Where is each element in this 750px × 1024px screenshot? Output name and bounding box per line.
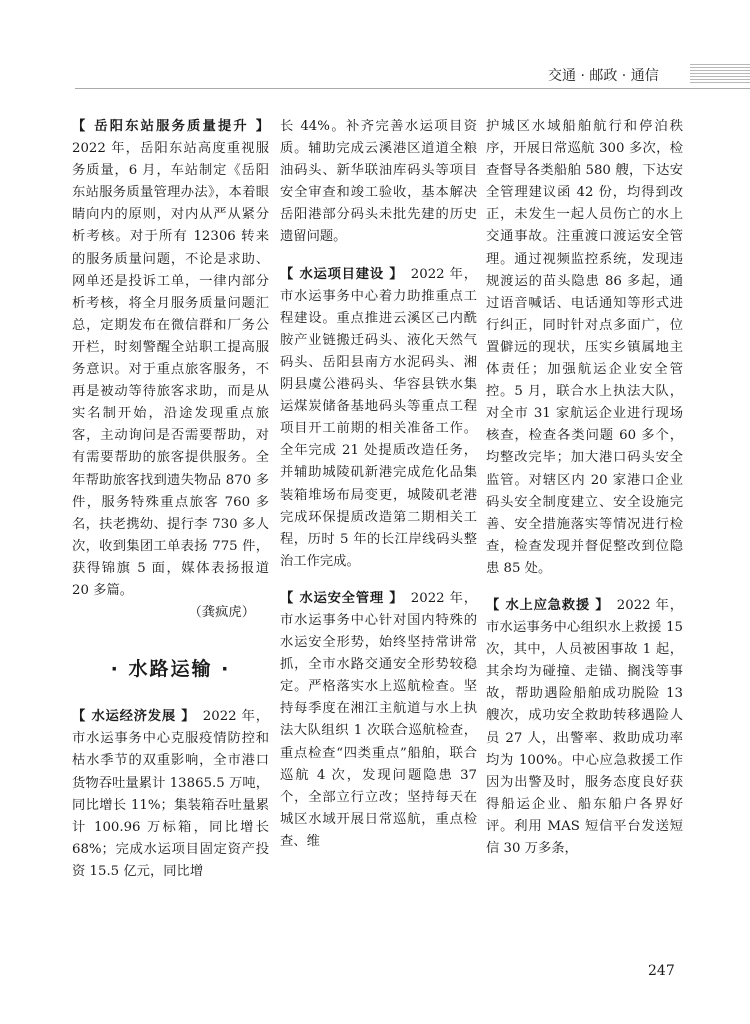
article-body: 2022 年，市水运事务中心组织水上救援 15 次，其中，人员被困事故 1 起，其余均为碰撞、走锚、搁浅等事故，帮助遇险船舶成功脱险 13 艘次，成功安全救助转移遇险人员 27 人，出警率、救助成功率均为 100%。中心应急救援工作因为出警及时，服务态度良好获得船运企业、船东船户各界好评。利用 MAS 短信平台发送短信 30 万多条， — [486, 597, 684, 856]
article-passenger-service — [72, 116, 269, 602]
article-body: 2022 年，岳阳东站高度重视服务质量，6 月，车站制定《岳阳东站服务质量管理办法》，本着眼睛向内的原则，对内从严从紧分析考核。对于所有 12306 转来的服务质量问题，不论是求助、网单还是投诉工单，一律内部分析考核，将全月服务质量问题汇总，定期发布在微信群和厂务公开栏，时刻警醒全站职工提高服务意识。对于重点旅客服务，不再是被动等待旅客求助，而是从实名制开始，沿途发现重点旅客，主动询问是否需要帮助，对有需要帮助的旅客提供服务。全年帮助旅客找到遗失物品 870 多件，服务特殊重点旅客 760 多名，扶老携幼、提行李 730 多人次，收到集团工单表扬 775 件，获得锦旗 5 面，媒体表扬报道 20 多篇。 — [72, 141, 269, 598]
article-economic-development — [72, 706, 269, 883]
article-heading: 【 岳阳东站服务质量提升 】 — [72, 119, 269, 134]
header-decoration — [690, 64, 750, 84]
article-heading: 【 水运安全管理 】 — [280, 590, 397, 606]
column-1 — [72, 116, 269, 883]
header-title: 交通 · 邮政 · 通信 — [548, 68, 659, 84]
article-continuation: 护城区水域船舶航行和停泊秩序，开展日常巡航 300 多次，检查督导各类船舶 580 艘，下达安全管理建议函 42 份，均得到改正，未发生一起人员伤亡的水上交通事故。注重渡口渡运安全管理。通过视频监控系统，发现违规渡运的苗头隐患 86 多起，通过语音喊话、电话通知等形式进行纠正，同时针对点多面广，位置僻远的现状，压实乡镇属地主体责任；加强航运企业安全管控。5 月，联合水上执法大队，对全市 31 家航运企业进行现场核查，检查各类问题 60 多个，均整改完毕；加大港口码头安全监管。对辖区内 20 家港口企业码头安全制度建立、安全设施完善、安全措施落实等情况进行检查，检查发现并督促整改到位隐患 85 处。 — [486, 119, 683, 576]
article-emergency-rescue — [486, 595, 683, 860]
article-body: 2022 年，市水运事务中心着力助推重点工程建设。重点推进云溪区己内酰胺产业链搬迁码头、液化天然气码头、岳阳县南方水泥码头、湘阴县虞公港码头、华容县铁水集运煤炭储备基地码头等重点工程项目开工前期的相关准备工作。全年完成 21 处提质改造任务，并辅助城陵矶新港完成危化品集装箱堆场布局变更，城陵矶老港完成环保提质改造第二期相关工程，历时 5 年的长江岸线码头整治工作完成。 — [280, 266, 478, 569]
article-continuation: 长 44%。补齐完善水运项目资质。辅助完成云溪港区道道全粮油码头、新华联油库码头等项目安全审查和竣工验收，基本解决岳阳港部分码头未批先建的历史遗留问题。 — [280, 119, 477, 245]
article-safety-management — [280, 588, 477, 853]
column-3 — [486, 116, 683, 860]
article-body: 2022 年，市水运事务中心针对国内特殊的水运安全形势，始终坚持常讲常抓，全市水路交通安全形势较稳定。严格落实水上巡航检查。坚持每季度在湘江主航道与水上执法大队组织 1 次联合巡航检查，重点检查“四类重点”船舶，联合巡航 4 次，发现问题隐患 37 个，全部立行立改；坚持每天在城区水域开展日常巡航，重点检查、维 — [280, 590, 478, 849]
column-2 — [280, 116, 477, 853]
section-title: · 水路运输 · — [110, 658, 231, 681]
article-heading: 【 水运项目建设 】 — [280, 266, 397, 282]
running-header — [0, 62, 750, 88]
article-project-construction — [280, 264, 477, 573]
article-heading: 【 水运经济发展 】 — [72, 709, 189, 725]
page-number: 247 — [648, 963, 675, 979]
header-rule — [75, 88, 750, 89]
article-author: （龚疯虎） — [188, 605, 255, 621]
article-body: 2022 年，市水运事务中心克服疫情防控和枯水季节的双重影响，全市港口货物吞吐量累计 13865.5 万吨，同比增长 11%；集装箱吞吐量累计 100.96 万标箱，同比增长 68%；完成水运项目固定资产投资 15.5 亿元，同比增 — [72, 709, 270, 879]
article-heading: 【 水上应急救援 】 — [486, 597, 603, 613]
